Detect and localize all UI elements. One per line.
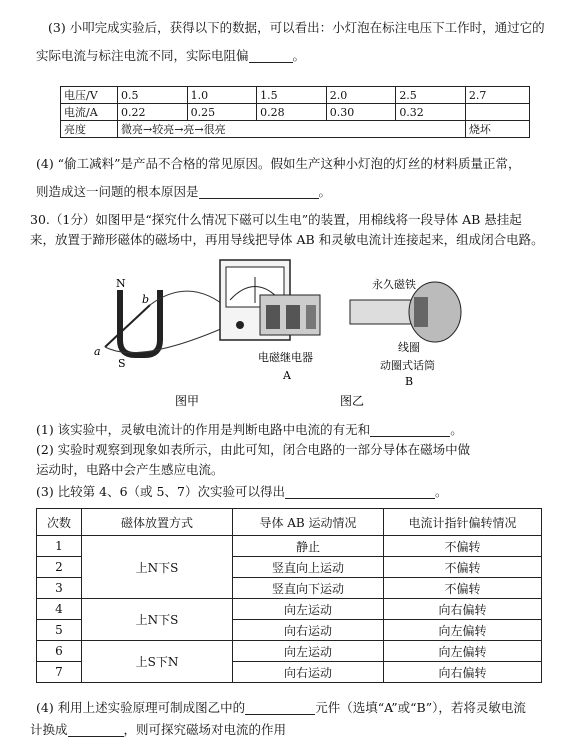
table2-cell-n: 1	[37, 536, 82, 557]
table2-cell-deflect: 向右偏转	[384, 599, 542, 620]
table1-cell: 0.22	[118, 104, 188, 121]
coil-label: 线圈	[398, 341, 420, 354]
table1-cell: 2.5	[396, 87, 466, 104]
relay-letter: A	[283, 369, 291, 382]
figure-yi-caption: 图乙	[340, 394, 365, 408]
table1-cell: 烧坏	[465, 121, 529, 138]
conductor-b-label: b	[142, 293, 150, 306]
table2-cell-n: 5	[37, 620, 82, 641]
table2-cell-motion: 向左运动	[233, 641, 384, 662]
table2-cell-motion: 向左运动	[233, 599, 384, 620]
table2-cell-deflect: 不偏转	[384, 536, 542, 557]
question-4-line2	[30, 722, 286, 737]
question-4-blank-1[interactable]	[245, 703, 315, 715]
conductor-ab	[105, 305, 150, 347]
table2-row	[37, 599, 542, 620]
question-3-blank[interactable]	[285, 487, 435, 499]
figure-jia-caption: 图甲	[175, 394, 200, 408]
table1-row-current	[61, 104, 530, 121]
question-1-end: 。	[450, 422, 463, 437]
question-4b-text: 元件（选填“A”或“B”），若将灵敏电流	[315, 700, 526, 715]
root-cause-blank[interactable]	[199, 187, 319, 199]
table1-row-brightness	[61, 121, 530, 138]
table2-cell-deflect: 向右偏转	[384, 662, 542, 683]
table2-cell-n: 4	[37, 599, 82, 620]
table1-cell: 1.5	[257, 87, 327, 104]
table2-cell-n: 7	[37, 662, 82, 683]
table2-cell-motion: 向右运动	[233, 620, 384, 641]
table2-cell-motion: 竖直向下运动	[233, 578, 384, 599]
q30-line2: 来，放置于蹄形磁体的磁场中，再用导线把导体 AB 和灵敏电流计连接起来，组成闭合电路。	[30, 232, 544, 247]
question-1	[36, 422, 463, 437]
table1-row-label: 电压/V	[61, 87, 118, 104]
table1-cell: 0.25	[187, 104, 257, 121]
table2-cell-magnet: 上N下S	[82, 599, 233, 641]
resistance-blank[interactable]	[249, 51, 293, 63]
conductor-a-label: a	[94, 345, 101, 358]
table2-row	[37, 641, 542, 662]
table1-cell	[465, 104, 529, 121]
horseshoe-magnet-icon	[120, 290, 160, 355]
q3-part4-line2-end: 。	[318, 184, 332, 199]
table2-header: 电流计指针偏转情况	[384, 509, 542, 536]
mic-label: 动圈式话筒	[380, 359, 435, 372]
relay-label: 电磁继电器	[258, 351, 313, 364]
question-4c-text: 计换成	[30, 722, 68, 737]
table2-header: 次数	[37, 509, 82, 536]
table2-header-row	[37, 509, 542, 536]
table2-cell-motion: 静止	[233, 536, 384, 557]
question-2a: (2) 实验时观察到现象如表所示，由此可知，闭合电路的一部分导体在磁场中做	[36, 442, 471, 457]
q3-part4-line1: (4) “偷工减料”是产品不合格的常见原因。假如生产这种小灯泡的灯丝的材料质量正常，	[36, 156, 521, 171]
table2-header: 导体 AB 运动情况	[233, 509, 384, 536]
question-3-end: 。	[434, 484, 448, 499]
table2-cell-deflect: 不偏转	[384, 557, 542, 578]
q3-part3-line2-end: 。	[292, 48, 306, 63]
question-4d-text: ，则可探究磁场对电流的作用	[123, 722, 287, 737]
table2-row	[37, 536, 542, 557]
table1-cell: 2.7	[465, 87, 529, 104]
mic-letter: B	[405, 375, 414, 388]
table2-cell-deflect: 向左偏转	[384, 641, 542, 662]
table1-cell: 0.32	[396, 104, 466, 121]
question-4-blank-2[interactable]	[68, 725, 124, 737]
question-2b: 运动时，电路中会产生感应电流。	[36, 462, 224, 477]
table1-row-label: 亮度	[61, 121, 118, 138]
table1-cell: 0.28	[257, 104, 327, 121]
table1-cell: 1.0	[187, 87, 257, 104]
table2-cell-n: 2	[37, 557, 82, 578]
question-4-line1	[36, 700, 526, 715]
permanent-magnet-label: 永久磁铁	[372, 278, 416, 291]
table2-cell-n: 6	[37, 641, 82, 662]
magnet-n-label: N	[116, 277, 126, 290]
question-1-text: (1) 该实验中，灵敏电流计的作用是判断电路中电流的有无和	[36, 422, 371, 437]
table1-row-voltage	[61, 87, 530, 104]
table2-header: 磁体放置方式	[82, 509, 233, 536]
table2-cell-deflect: 不偏转	[384, 578, 542, 599]
question-3-text: (3) 比较第 4、6（或 5、7）次实验可以得出	[36, 484, 285, 499]
table2-cell-magnet: 上N下S	[82, 536, 233, 599]
table2-cell-motion: 竖直向上运动	[233, 557, 384, 578]
moving-coil-microphone-icon	[350, 282, 461, 342]
q3-part3-line1: (3) 小叩完成实验后，获得以下的数据，可以看出：小灯泡在标注电压下工作时，通过它的	[48, 20, 545, 35]
table2-cell-n: 3	[37, 578, 82, 599]
magnet-s-label: S	[118, 357, 126, 370]
table2-cell-magnet: 上S下N	[82, 641, 233, 683]
table1-row-label: 电流/A	[61, 104, 118, 121]
question-3	[36, 484, 447, 499]
table2-cell-motion: 向右运动	[233, 662, 384, 683]
data-table-1	[60, 86, 530, 138]
experiment-figures	[80, 255, 500, 415]
electromagnetic-relay-icon	[260, 295, 320, 335]
q30-line1: 30.（1分）如图甲是“探究什么情况下磁可以生电”的装置，用棉线将一段导体 AB 悬挂起	[30, 212, 522, 227]
q3-part3-line2-text: 实际电流与标注电流不同，实际电阻偏	[36, 48, 249, 63]
data-table-2	[36, 508, 542, 683]
question-1-blank[interactable]	[370, 425, 450, 437]
question-4a-text: (4) 利用上述实验原理可制成图乙中的	[36, 700, 246, 715]
table1-cell: 微亮→较亮→亮→很亮	[118, 121, 466, 138]
table1-cell: 0.5	[118, 87, 188, 104]
table2-cell-deflect: 向左偏转	[384, 620, 542, 641]
q3-part3-line2	[36, 48, 305, 63]
table1-cell: 2.0	[326, 87, 396, 104]
q3-part4-line2-text: 则造成这一问题的根本原因是	[36, 184, 199, 199]
q3-part4-line2	[36, 184, 331, 199]
table1-cell: 0.30	[326, 104, 396, 121]
